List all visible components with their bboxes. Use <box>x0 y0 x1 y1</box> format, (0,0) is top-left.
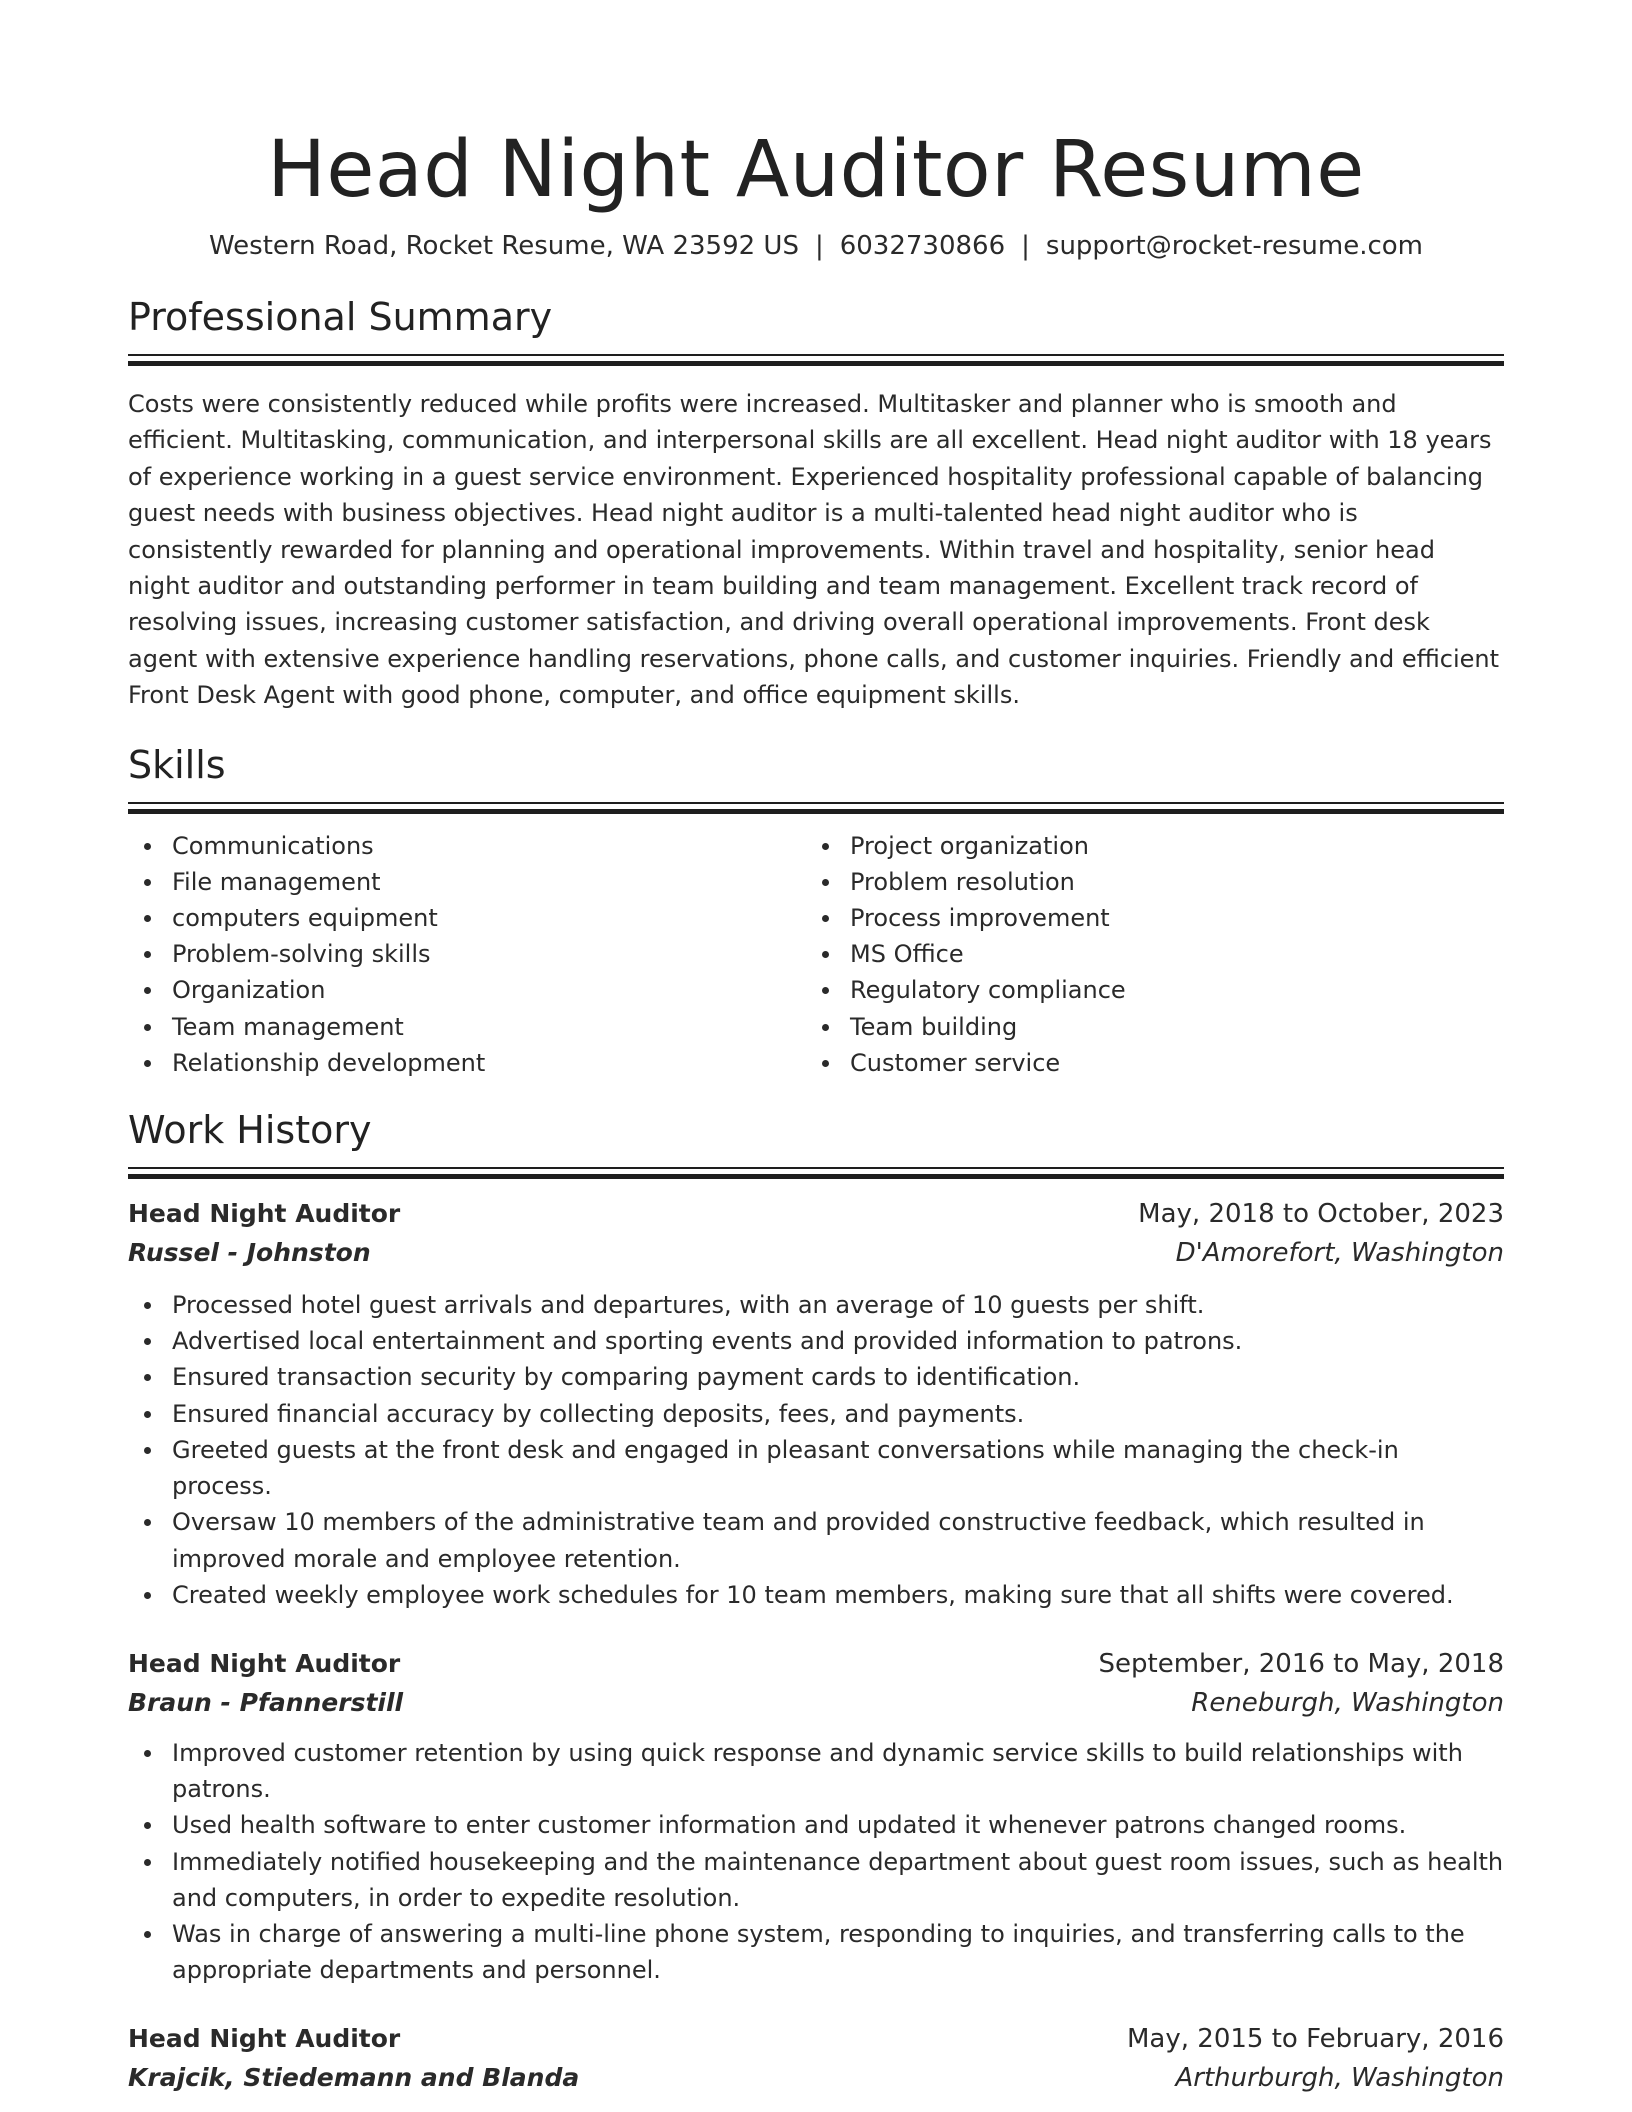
skills-column-left <box>128 828 806 1081</box>
job-dates: May, 2018 to October, 2023 <box>1138 1199 1504 1230</box>
skills-column-right <box>806 828 1484 1081</box>
job-entry <box>128 2020 1504 2098</box>
job-bullet: Ensured financial accuracy by collecting deposits, fees, and payments. <box>172 1396 1504 1432</box>
job-location: Reneburgh, Washington <box>1191 1687 1504 1718</box>
contact-address: Western Road, Rocket Resume, WA 23592 US <box>208 231 799 261</box>
summary-heading: Professional Summary <box>128 295 553 339</box>
skills-heading: Skills <box>128 742 226 787</box>
skill-item: Communications <box>172 828 806 864</box>
job-title: Head Night Auditor <box>128 2024 401 2054</box>
job-entry <box>128 1645 1504 1988</box>
job-company-row <box>128 2058 1504 2098</box>
job-location: Arthurburgh, Washington <box>1175 2063 1504 2094</box>
job-bullet: Improved customer retention by using quick response and dynamic service skills to build relationships with patrons. <box>172 1735 1504 1807</box>
job-bullet: Ensured transaction security by comparing payment cards to identification. <box>172 1359 1504 1395</box>
skill-item: Problem-solving skills <box>172 936 806 972</box>
contact-email: support@rocket-resume.com <box>1045 231 1424 261</box>
work-history-section <box>128 1105 1504 2098</box>
job-bullet: Processed hotel guest arrivals and departures, with an average of 10 guests per shift. <box>172 1287 1504 1323</box>
section-divider <box>128 354 1504 366</box>
skills-section <box>128 740 1504 1081</box>
job-company: Russel - Johnston <box>128 1238 371 1268</box>
job-bullet: Greeted guests at the front desk and engaged in pleasant conversations while managing the check-in process. <box>172 1432 1504 1504</box>
job-bullet: Created weekly employee work schedules for 10 team members, making sure that all shifts were covered. <box>172 1577 1504 1613</box>
job-title: Head Night Auditor <box>128 1648 401 1678</box>
job-bullet: Was in charge of answering a multi-line phone system, responding to inquiries, and transferring calls to the appropriate departments and personnel. <box>172 1916 1504 1988</box>
skill-item: Team management <box>172 1009 806 1045</box>
skill-item: Organization <box>172 972 806 1008</box>
summary-text: Costs were consistently reduced while profits were increased. Multitasker and planner who is smooth and efficient. Multitasking, communication, and interpersonal skills are all excellent. Head night auditor with 18 years of experience working in a guest service environment. Experienced hospitality professional capable of balancing guest needs with business objectives. Head night auditor is a multi-talented head night auditor who is consistently rewarded for planning and operational improvements. Within travel and hospitality, senior head night auditor and outstanding performer in team building and team management. Excellent track record of resolving issues, increasing customer satisfaction, and driving overall operational improvements. Front desk agent with extensive experience handling reservations, phone calls, and customer inquiries. Friendly and efficient Front Desk Agent with good phone, computer, and office equipment skills. <box>128 390 1500 710</box>
skill-item: MS Office <box>850 936 1484 972</box>
job-location: D'Amorefort, Washington <box>1175 1238 1504 1269</box>
section-divider <box>128 802 1504 814</box>
skill-item: computers equipment <box>172 900 806 936</box>
contact-line <box>128 228 1504 264</box>
skill-item: Problem resolution <box>850 864 1484 900</box>
job-dates: May, 2015 to February, 2016 <box>1127 2024 1504 2055</box>
job-company: Braun - Pfannerstill <box>128 1687 404 1717</box>
job-company-row <box>128 1683 1504 1723</box>
job-bullets <box>128 1735 1504 1988</box>
job-company-row <box>128 1233 1504 1273</box>
job-title: Head Night Auditor <box>128 1199 401 1229</box>
contact-phone: 6032730866 <box>839 231 1006 261</box>
job-header-row <box>128 1645 1504 1683</box>
summary-section <box>128 292 1504 714</box>
skill-item: File management <box>172 864 806 900</box>
skill-item: Team building <box>850 1009 1484 1045</box>
job-dates: September, 2016 to May, 2018 <box>1098 1648 1504 1679</box>
skills-grid <box>128 828 1504 1081</box>
job-bullet: Used health software to enter customer information and updated it whenever patrons changed rooms. <box>172 1807 1504 1843</box>
section-divider <box>128 1167 1504 1179</box>
job-entry <box>128 1195 1504 1613</box>
job-company: Krajcik, Stiedemann and Blanda <box>128 2063 580 2093</box>
skill-item: Process improvement <box>850 900 1484 936</box>
job-header-row <box>128 1195 1504 1233</box>
job-bullet: Advertised local entertainment and sporting events and provided information to patrons. <box>172 1323 1504 1359</box>
resume-page <box>128 0 1504 2098</box>
skill-item: Relationship development <box>172 1045 806 1081</box>
resume-title: Head Night Auditor Resume <box>267 125 1365 215</box>
skill-item: Regulatory compliance <box>850 972 1484 1008</box>
skill-item: Customer service <box>850 1045 1484 1081</box>
job-bullet: Immediately notified housekeeping and the maintenance department about guest room issues, such as health and computers, in order to expedite resolution. <box>172 1844 1504 1916</box>
job-bullet: Oversaw 10 members of the administrative team and provided constructive feedback, which resulted in improved morale and employee retention. <box>172 1504 1504 1576</box>
contact-separator: | <box>814 231 824 261</box>
contact-separator: | <box>1021 231 1030 261</box>
job-bullets <box>128 1287 1504 1613</box>
skill-item: Project organization <box>850 828 1484 864</box>
job-header-row <box>128 2020 1504 2058</box>
work-history-heading: Work History <box>128 1108 372 1153</box>
